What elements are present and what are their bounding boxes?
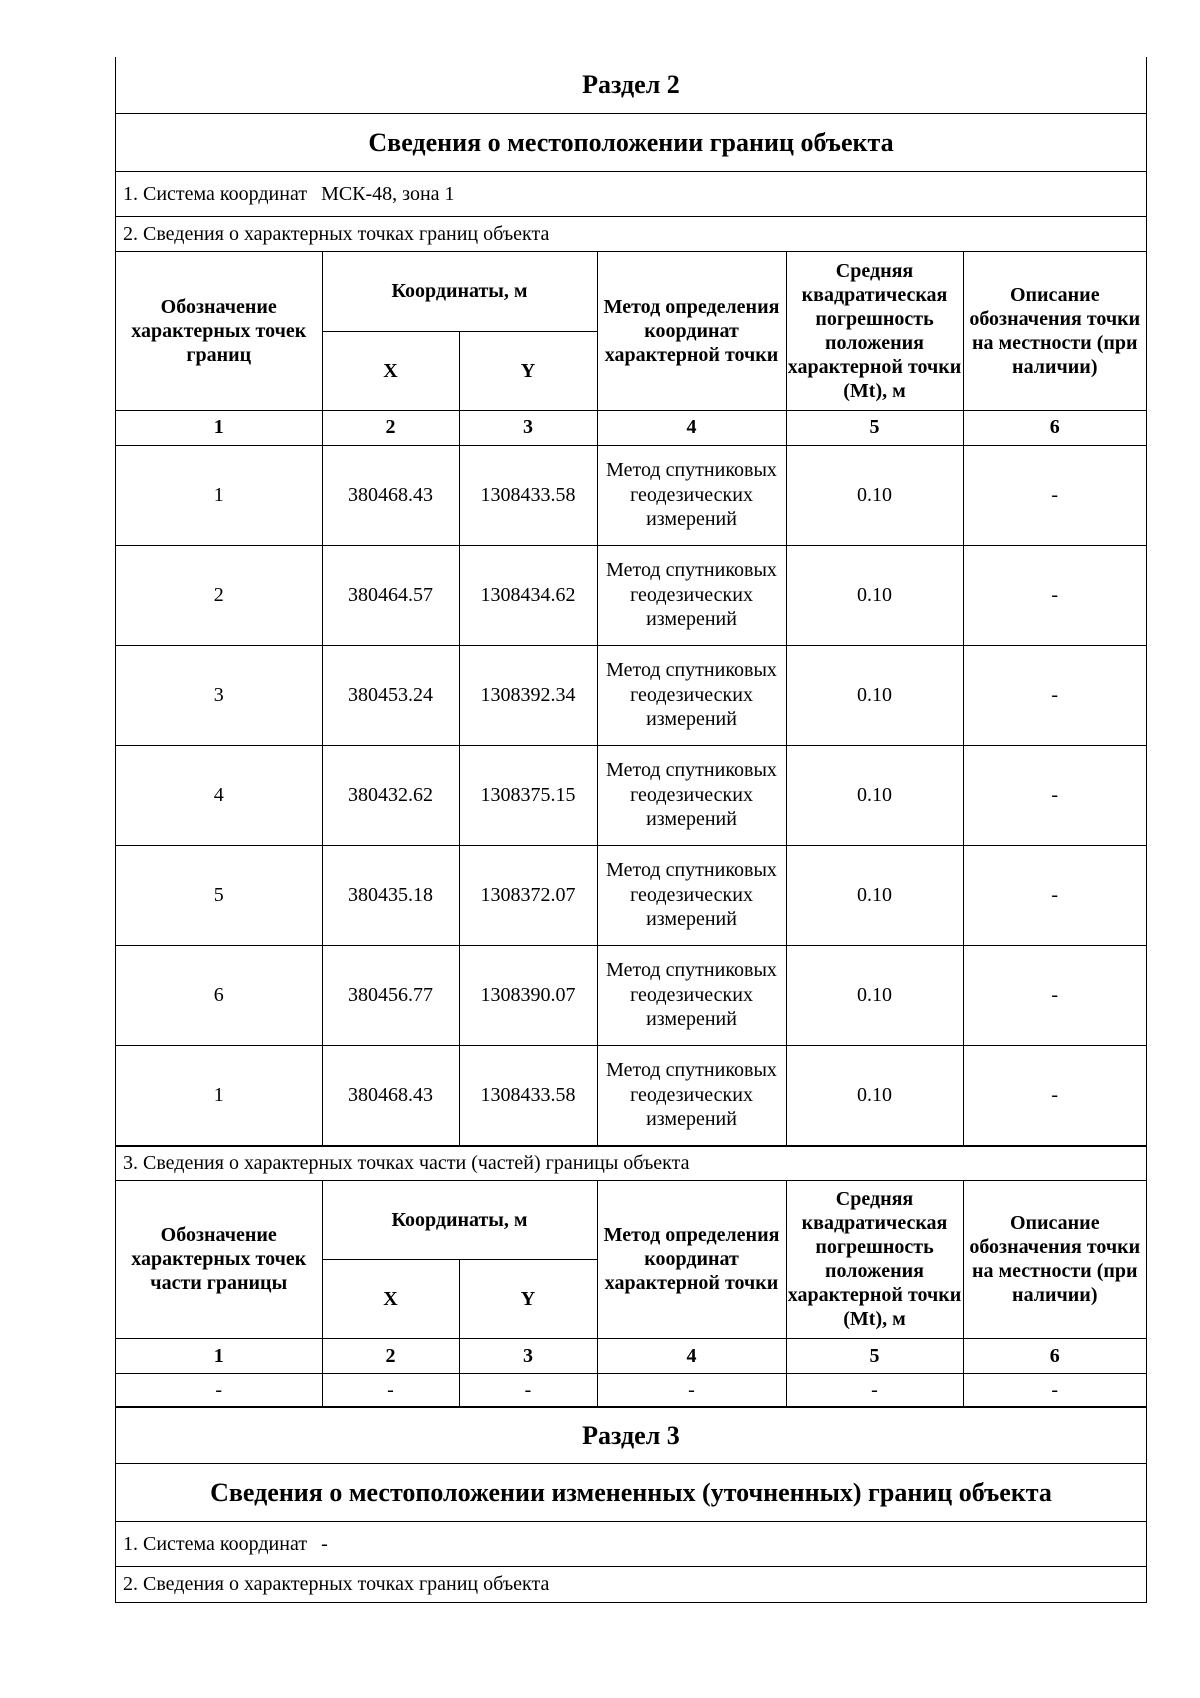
point-cell: 1 bbox=[116, 445, 322, 545]
column-number: 6 bbox=[963, 410, 1146, 445]
header-error: Средняя квадратическая погрешность положения характерной точки (Mt), м bbox=[786, 252, 963, 410]
header-description: Описание обозначения точки на местности (при наличии) bbox=[963, 1181, 1146, 1339]
empty-cell: - bbox=[459, 1374, 597, 1407]
header-coordinates: Координаты, м bbox=[322, 252, 597, 331]
method-cell: Метод спутниковых геодезических измерений bbox=[597, 945, 786, 1045]
point-cell: 6 bbox=[116, 945, 322, 1045]
error-cell: 0.10 bbox=[786, 1045, 963, 1145]
error-cell: 0.10 bbox=[786, 745, 963, 845]
empty-cell: - bbox=[597, 1374, 786, 1407]
method-cell: Метод спутниковых геодезических измерений bbox=[597, 545, 786, 645]
error-cell: 0.10 bbox=[786, 845, 963, 945]
coord-system-label: 1. Система координат bbox=[123, 182, 308, 205]
error-cell: 0.10 bbox=[786, 945, 963, 1045]
header-designation: Обозначение характерных точек части границы bbox=[116, 1181, 322, 1339]
x-cell: 380468.43 bbox=[322, 445, 459, 545]
coord-system-value: МСК-48, зона 1 bbox=[321, 182, 455, 205]
y-cell: 1308434.62 bbox=[459, 545, 597, 645]
empty-cell: - bbox=[116, 1374, 322, 1407]
error-cell: 0.10 bbox=[786, 545, 963, 645]
method-cell: Метод спутниковых геодезических измерений bbox=[597, 1045, 786, 1145]
y-cell: 1308375.15 bbox=[459, 745, 597, 845]
table-row bbox=[116, 545, 1146, 645]
point-cell: 4 bbox=[116, 745, 322, 845]
column-numbers-row bbox=[116, 410, 1146, 445]
empty-cell: - bbox=[786, 1374, 963, 1407]
column-number: 2 bbox=[322, 410, 459, 445]
coord-system-label: 1. Система координат bbox=[123, 1532, 308, 1555]
point-cell: 3 bbox=[116, 645, 322, 745]
table-row bbox=[116, 845, 1146, 945]
x-cell: 380468.43 bbox=[322, 1045, 459, 1145]
header-x: X bbox=[322, 331, 459, 410]
y-cell: 1308372.07 bbox=[459, 845, 597, 945]
header-error: Средняя квадратическая погрешность положения характерной точки (Mt), м bbox=[786, 1181, 963, 1339]
table-row bbox=[116, 645, 1146, 745]
header-y: Y bbox=[459, 1260, 597, 1339]
column-numbers-row bbox=[116, 1339, 1146, 1374]
error-cell: 0.10 bbox=[786, 645, 963, 745]
header-description: Описание обозначения точки на местности (при наличии) bbox=[963, 252, 1146, 410]
table-row bbox=[116, 945, 1146, 1045]
column-number: 4 bbox=[597, 1339, 786, 1374]
y-cell: 1308392.34 bbox=[459, 645, 597, 745]
document-page bbox=[115, 57, 1147, 1603]
description-cell: - bbox=[963, 945, 1146, 1045]
x-cell: 380453.24 bbox=[322, 645, 459, 745]
boundary-points-table bbox=[116, 252, 1146, 1146]
x-cell: 380432.62 bbox=[322, 745, 459, 845]
part-boundary-points-table bbox=[116, 1181, 1146, 1408]
x-cell: 380464.57 bbox=[322, 545, 459, 645]
point-cell: 2 bbox=[116, 545, 322, 645]
method-cell: Метод спутниковых геодезических измерений bbox=[597, 445, 786, 545]
column-number: 6 bbox=[963, 1339, 1146, 1374]
header-designation: Обозначение характерных точек границ bbox=[116, 252, 322, 410]
column-number: 4 bbox=[597, 410, 786, 445]
error-cell: 0.10 bbox=[786, 445, 963, 545]
coord-system-line-3 bbox=[116, 1522, 1146, 1567]
point-cell: 5 bbox=[116, 845, 322, 945]
parts-heading: 3. Сведения о характерных точках части (частей) границы объекта bbox=[116, 1146, 1146, 1181]
coord-system-line bbox=[116, 172, 1146, 217]
header-coordinates: Координаты, м bbox=[322, 1181, 597, 1260]
y-cell: 1308433.58 bbox=[459, 1045, 597, 1145]
coord-system-value: - bbox=[321, 1532, 328, 1555]
header-method: Метод определения координат характерной точки bbox=[597, 1181, 786, 1339]
empty-cell: - bbox=[322, 1374, 459, 1407]
description-cell: - bbox=[963, 645, 1146, 745]
section-2-subtitle: Сведения о местоположении границ объекта bbox=[116, 114, 1146, 172]
x-cell: 380456.77 bbox=[322, 945, 459, 1045]
description-cell: - bbox=[963, 845, 1146, 945]
header-method: Метод определения координат характерной точки bbox=[597, 252, 786, 410]
point-cell: 1 bbox=[116, 1045, 322, 1145]
description-cell: - bbox=[963, 445, 1146, 545]
description-cell: - bbox=[963, 1045, 1146, 1145]
column-number: 5 bbox=[786, 410, 963, 445]
table-row bbox=[116, 1045, 1146, 1145]
y-cell: 1308433.58 bbox=[459, 445, 597, 545]
column-number: 1 bbox=[116, 1339, 322, 1374]
column-number: 2 bbox=[322, 1339, 459, 1374]
table-row bbox=[116, 445, 1146, 545]
column-number: 3 bbox=[459, 410, 597, 445]
empty-cell: - bbox=[963, 1374, 1146, 1407]
column-number: 5 bbox=[786, 1339, 963, 1374]
method-cell: Метод спутниковых геодезических измерений bbox=[597, 645, 786, 745]
table-row bbox=[116, 1374, 1146, 1407]
section-3-title: Раздел 3 bbox=[116, 1407, 1146, 1464]
header-x: X bbox=[322, 1260, 459, 1339]
column-number: 3 bbox=[459, 1339, 597, 1374]
x-cell: 380435.18 bbox=[322, 845, 459, 945]
table-row bbox=[116, 745, 1146, 845]
points-heading-3: 2. Сведения о характерных точках границ объекта bbox=[123, 1573, 550, 1595]
description-cell: - bbox=[963, 545, 1146, 645]
y-cell: 1308390.07 bbox=[459, 945, 597, 1045]
method-cell: Метод спутниковых геодезических измерений bbox=[597, 845, 786, 945]
description-cell: - bbox=[963, 745, 1146, 845]
header-y: Y bbox=[459, 331, 597, 410]
points-heading: 2. Сведения о характерных точках границ объекта bbox=[116, 217, 1146, 252]
section-3-subtitle: Сведения о местоположении измененных (уточненных) границ объекта bbox=[116, 1464, 1146, 1522]
column-number: 1 bbox=[116, 410, 322, 445]
section-2-title: Раздел 2 bbox=[116, 57, 1146, 114]
method-cell: Метод спутниковых геодезических измерений bbox=[597, 745, 786, 845]
